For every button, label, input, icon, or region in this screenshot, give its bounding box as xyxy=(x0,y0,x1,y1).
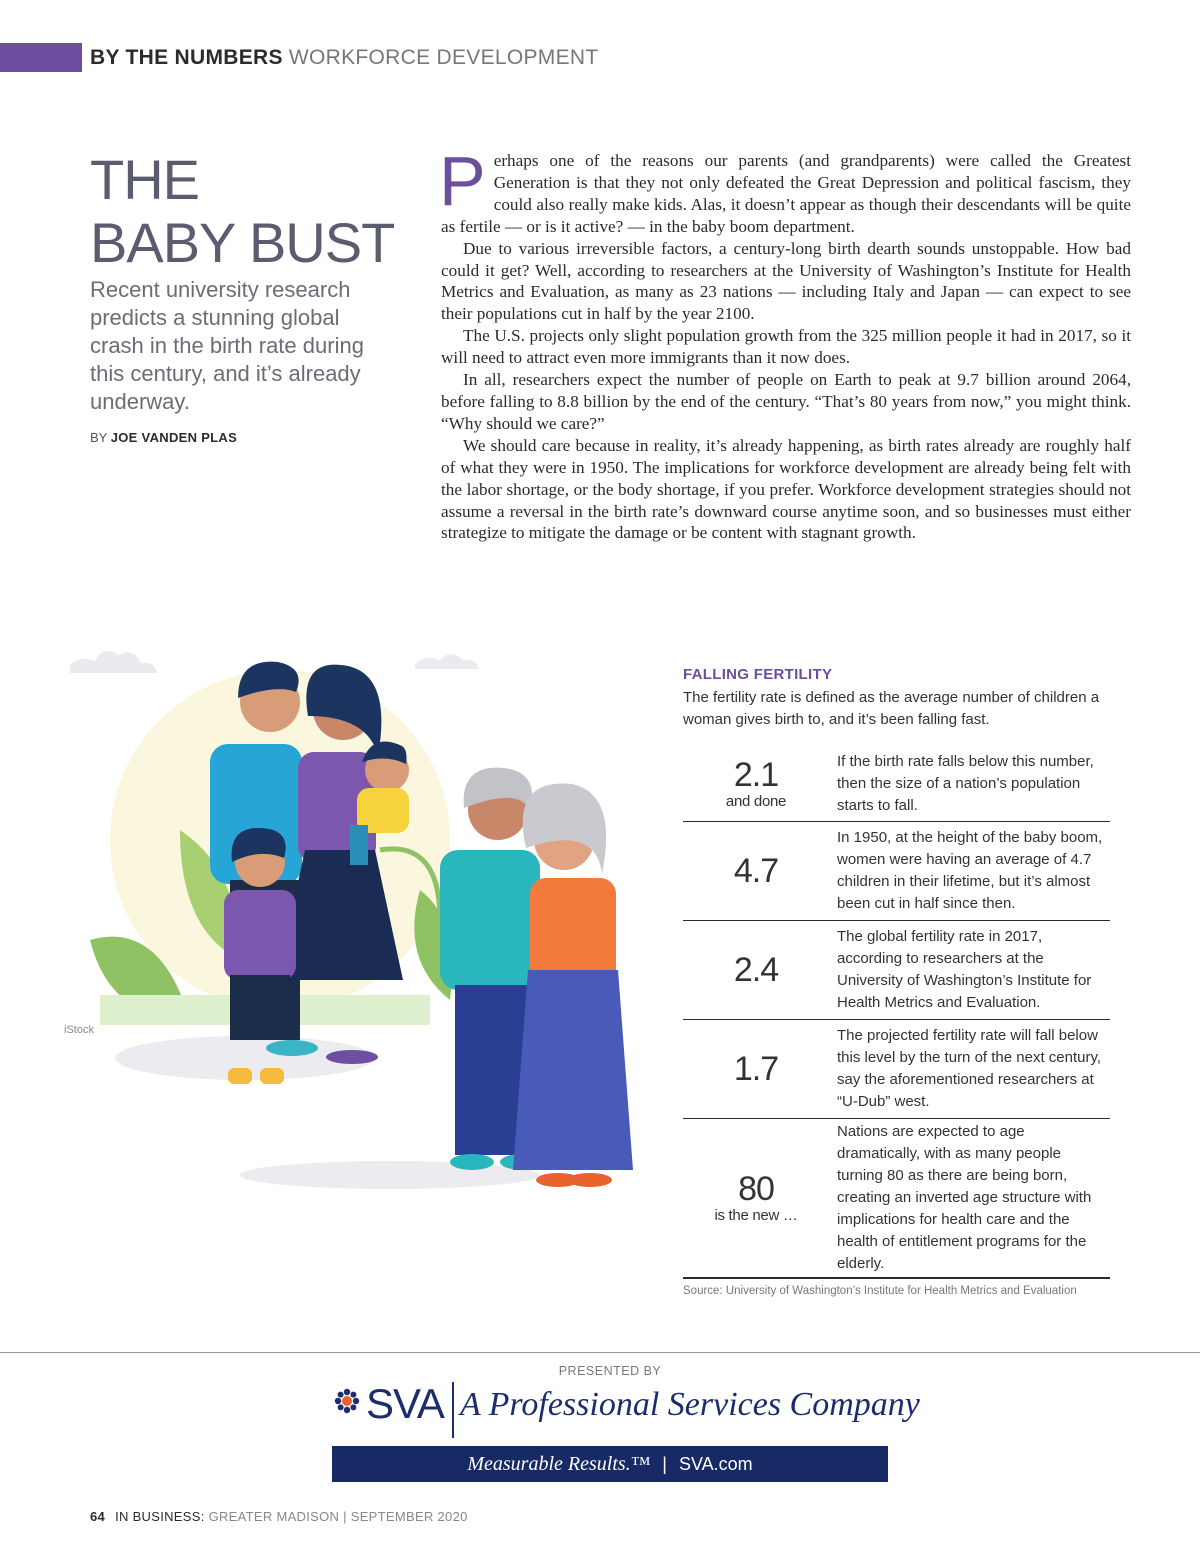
logo-divider xyxy=(452,1382,454,1438)
stat-row xyxy=(683,1020,1110,1119)
stat-value: 2.1 xyxy=(733,756,779,794)
section-color-bar xyxy=(0,43,82,72)
drop-cap: P xyxy=(439,142,486,220)
sva-logo[interactable] xyxy=(334,1378,920,1440)
stat-row xyxy=(683,921,1110,1020)
paragraph: In all, researchers expect the number of people on Earth to peak at 9.7 billion around 2064, before falling to 8.8 billion by the end of the century. “That’s 80 years from now,” you might think. “Why should we care?” xyxy=(441,370,1131,433)
section-header xyxy=(90,46,599,70)
ad-separator: | xyxy=(662,1453,667,1474)
section-label: BY THE NUMBERS xyxy=(90,46,283,69)
author-name: JOE VANDEN PLAS xyxy=(110,430,238,445)
stat-description: The projected fertility rate will fall below this level by the turn of the next century, say the aforementioned researchers at “U-Dub” west. xyxy=(837,1027,1102,1110)
paragraph: Due to various irreversible factors, a century-long birth dearth sounds unstoppable. How bad could it get? Well, according to researchers at the University of Washington’s Institute for Health Metrics and Evaluation, as many as 23 nations — including Italy and Japan — can expect to see their populations cut in half by the year 2100. xyxy=(441,238,1131,324)
family-illustration xyxy=(60,640,660,1200)
stat-figure xyxy=(683,952,829,988)
byline-prefix: BY xyxy=(90,430,108,445)
sva-ad-bar[interactable] xyxy=(332,1446,888,1482)
article-dek: Recent university research predicts a stunning global crash in the birth rate during this century, and it’s already underway. xyxy=(90,277,364,414)
byline xyxy=(90,430,237,445)
stats-table xyxy=(683,747,1110,1279)
sidebar-title: FALLING FERTILITY xyxy=(683,666,833,683)
falling-fertility-sidebar xyxy=(683,666,1110,1297)
magazine-name: IN BUSINESS: xyxy=(115,1509,205,1524)
stat-figure xyxy=(683,1171,829,1225)
sva-wordmark: SVA xyxy=(366,1380,444,1427)
paragraph xyxy=(439,142,1131,238)
article-headline xyxy=(90,148,395,274)
sva-flower-icon xyxy=(334,1388,360,1414)
edition-label: GREATER MADISON | SEPTEMBER 2020 xyxy=(208,1509,468,1524)
stat-description: If the birth rate falls below this number, then the size of a nation’s population starts to fall. xyxy=(837,753,1094,814)
source-note: Source: University of Washington’s Institute for Health Metrics and Evaluation xyxy=(683,1285,1077,1297)
sva-motto: Measurable Results.™ xyxy=(467,1452,651,1475)
presented-by-label: PRESENTED BY xyxy=(558,1364,662,1378)
stat-description: In 1950, at the height of the baby boom, women were having an average of 4.7 children in their lifetime, but it’s almost been cut in half since then. xyxy=(837,829,1103,912)
article-body xyxy=(439,142,1131,544)
stat-value: 80 xyxy=(738,1170,774,1208)
stat-row xyxy=(683,1119,1110,1277)
paragraph: The U.S. projects only slight population growth from the 325 million people it had in 2017, so it will need to attract even more immigrants than it now does. xyxy=(441,326,1131,368)
stat-subtext: and done xyxy=(725,793,787,810)
stat-description: Nations are expected to age dramatically, with as many people turning 80 as there are being born, creating an inverted age structure with implications for health care and the health of entitlement programs for the elderly. xyxy=(837,1123,1092,1272)
stat-value: 4.7 xyxy=(733,852,779,890)
sva-url-link[interactable]: SVA.com xyxy=(678,1453,753,1474)
paragraph-text: erhaps one of the reasons our parents (and grandparents) were called the Greatest Generation is that they not only defeated the Great Depression and political fascism, they could also really make kids. Alas, it doesn’t appear as though their descendants will be quite as fertile — or is it active? — in the baby boom department. xyxy=(441,151,1131,236)
stat-row xyxy=(683,747,1110,822)
stat-subtext: is the new … xyxy=(714,1207,798,1224)
stat-value: 2.4 xyxy=(733,951,779,989)
footer-divider xyxy=(0,1352,1200,1353)
page-folio xyxy=(90,1509,468,1524)
stat-row xyxy=(683,822,1110,921)
stat-figure xyxy=(683,757,829,811)
stat-figure xyxy=(683,853,829,889)
photo-credit: iStock xyxy=(64,1024,94,1036)
stat-figure xyxy=(683,1051,829,1087)
headline-line-2: BABY BUST xyxy=(90,211,395,274)
subsection-label: WORKFORCE DEVELOPMENT xyxy=(288,46,599,69)
page-number: 64 xyxy=(90,1509,106,1524)
stat-value: 1.7 xyxy=(733,1050,779,1088)
paragraph: We should care because in reality, it’s already happening, as birth rates already are roughly half of what they were in 1950. The implications for workforce development are already being felt with the labor shortage, or the body shortage, if you prefer. Workforce development strategies should not assume a reversal in the birth rate’s downward course anytime soon, and so businesses must either strategize to mitigate the damage or be content with stagnant growth. xyxy=(441,435,1131,543)
stat-description: The global fertility rate in 2017, according to researchers at the University of Washington’s Institute for Health Metrics and Evaluation. xyxy=(837,928,1092,1011)
sidebar-intro: The fertility rate is defined as the average number of children a woman gives birth to, and it’s been falling fast. xyxy=(683,689,1100,728)
headline-line-1: THE xyxy=(90,148,199,211)
sva-tagline: A Professional Services Company xyxy=(460,1386,920,1423)
